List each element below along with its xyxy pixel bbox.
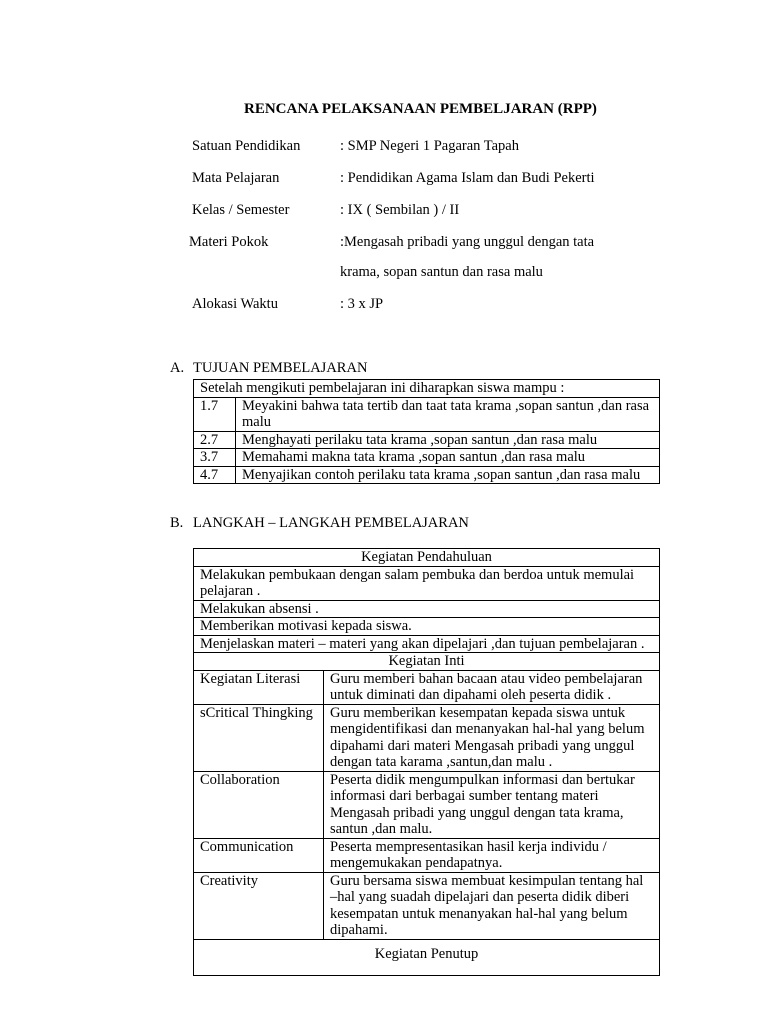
inti-name: Collaboration xyxy=(194,771,324,838)
pendahuluan-item: Melakukan absensi . xyxy=(194,600,660,618)
label-mata-pelajaran: Mata Pelajaran xyxy=(192,170,280,186)
table-row xyxy=(194,939,660,976)
pendahuluan-item: Melakukan pembukaan dengan salam pembuka dan berdoa untuk memulai pelajaran . xyxy=(194,566,660,600)
table-row xyxy=(194,771,660,838)
value-kelas-semester: : IX ( Sembilan ) / II xyxy=(340,202,460,218)
inti-name: Communication xyxy=(194,838,324,872)
tujuan-no: 4.7 xyxy=(194,466,236,484)
inti-desc: Guru memberikan kesempatan kepada siswa untuk mengidentifikasi dan menanyakan hal-hal yang belum dipahami dari materi Mengasah pribadi yang unggul dengan tata karama ,santun,dan malu . xyxy=(324,704,660,771)
label-alokasi-waktu: Alokasi Waktu xyxy=(192,296,278,312)
inti-name: Kegiatan Literasi xyxy=(194,670,324,704)
table-row xyxy=(194,466,660,484)
label-kelas-semester: Kelas / Semester xyxy=(192,202,290,218)
inti-title: Kegiatan Inti xyxy=(194,653,660,671)
section-b-heading: LANGKAH – LANGKAH PEMBELAJARAN xyxy=(193,515,469,531)
pendahuluan-item: Menjelaskan materi – materi yang akan dipelajari ,dan tujuan pembelajaran . xyxy=(194,635,660,653)
inti-name: sCritical Thingking xyxy=(194,704,324,771)
table-row xyxy=(194,600,660,618)
table-row xyxy=(194,397,660,431)
value-mata-pelajaran: : Pendidikan Agama Islam dan Budi Pekerti xyxy=(340,170,595,186)
tujuan-text: Meyakini bahwa tata tertib dan taat tata krama ,sopan santun ,dan rasa malu xyxy=(236,397,660,431)
table-row xyxy=(194,449,660,467)
tujuan-no: 2.7 xyxy=(194,431,236,449)
table-row xyxy=(194,380,660,398)
section-b-marker: B. xyxy=(170,515,184,531)
langkah-table xyxy=(193,548,660,976)
document-title: RENCANA PELAKSANAAN PEMBELJARAN (RPP) xyxy=(244,101,597,117)
tujuan-text: Menyajikan contoh perilaku tata krama ,sopan santun ,dan rasa malu xyxy=(236,466,660,484)
table-row xyxy=(194,653,660,671)
inti-name: Creativity xyxy=(194,872,324,939)
tujuan-text: Memahami makna tata krama ,sopan santun ,dan rasa malu xyxy=(236,449,660,467)
tujuan-intro: Setelah mengikuti pembelajaran ini diharapkan siswa mampu : xyxy=(194,380,660,398)
table-row xyxy=(194,838,660,872)
pendahuluan-title: Kegiatan Pendahuluan xyxy=(194,549,660,567)
table-row xyxy=(194,566,660,600)
tujuan-text: Menghayati perilaku tata krama ,sopan santun ,dan rasa malu xyxy=(236,431,660,449)
inti-desc: Peserta didik mengumpulkan informasi dan bertukar informasi dari berbagai sumber tentang materi Mengasah pribadi yang unggul dengan tata krama, santun ,dan malu. xyxy=(324,771,660,838)
table-row xyxy=(194,549,660,567)
table-row xyxy=(194,670,660,704)
tujuan-table xyxy=(193,379,660,484)
value-materi-pokok: :Mengasah pribadi yang unggul dengan tata xyxy=(340,234,595,250)
value-alokasi-waktu: : 3 x JP xyxy=(340,296,384,312)
penutup-title: Kegiatan Penutup xyxy=(194,939,660,976)
table-row xyxy=(194,618,660,636)
inti-desc: Guru memberi bahan bacaan atau video pembelajaran untuk diminati dan dipahami oleh peserta didik . xyxy=(324,670,660,704)
section-a-marker: A. xyxy=(170,360,185,376)
table-row xyxy=(194,635,660,653)
tujuan-no: 3.7 xyxy=(194,449,236,467)
table-row xyxy=(194,431,660,449)
pendahuluan-item: Memberikan motivasi kepada siswa. xyxy=(194,618,660,636)
tujuan-no: 1.7 xyxy=(194,397,236,431)
value-satuan-pendidikan: : SMP Negeri 1 Pagaran Tapah xyxy=(340,138,519,154)
table-row xyxy=(194,704,660,771)
inti-desc: Peserta mempresentasikan hasil kerja individu / mengemukakan pendapatnya. xyxy=(324,838,660,872)
value-materi-pokok-line2: krama, sopan santun dan rasa malu xyxy=(340,264,543,280)
inti-desc: Guru bersama siswa membuat kesimpulan tentang hal –hal yang suadah dipelajari dan peserta didik diberi kesempatan untuk menanyakan hal-hal yang belum dipahami. xyxy=(324,872,660,939)
label-materi-pokok: Materi Pokok xyxy=(189,234,269,250)
section-a-heading: TUJUAN PEMBELAJARAN xyxy=(193,360,368,376)
label-satuan-pendidikan: Satuan Pendidikan xyxy=(192,138,301,154)
table-row xyxy=(194,872,660,939)
